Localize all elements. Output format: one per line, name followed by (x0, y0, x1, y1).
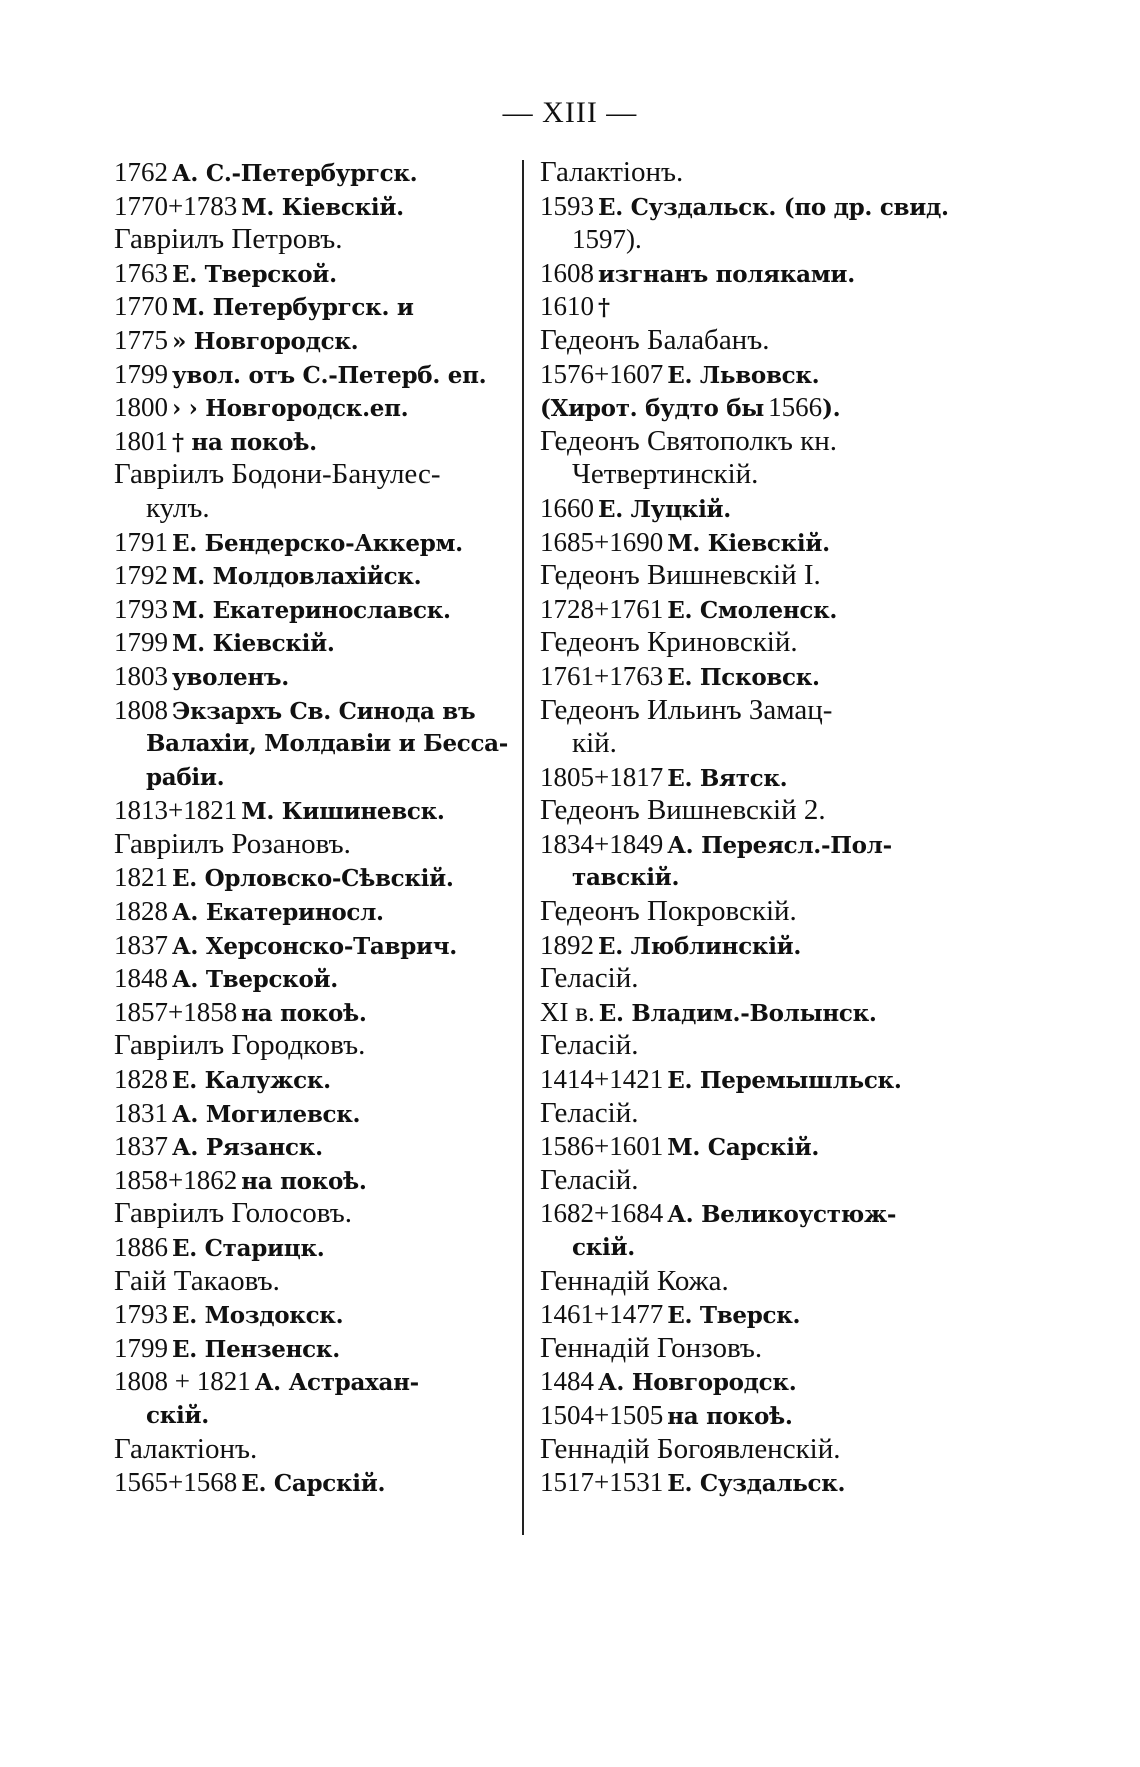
entry-heading: Гедеонъ Святополкъ кн. (540, 424, 838, 457)
entry-detail: А. Херсонско-Таврич. (172, 932, 457, 960)
entry-heading: Гедеонъ Балабанъ. (540, 323, 770, 356)
entry-year: 1504+1505 (540, 1399, 664, 1430)
entry-line (114, 895, 509, 929)
entry-heading: Гедеонъ Вишневскій I. (540, 559, 821, 592)
entry-line (540, 190, 949, 224)
entry-detail: М. Молдовлахійск. (172, 563, 422, 591)
entry-year: XI в. (540, 996, 595, 1027)
entry-detail: Е. Псковск. (667, 663, 820, 691)
entry-line (540, 593, 940, 627)
entry-year: 1586+1601 (540, 1131, 664, 1162)
entry-detail-continuation: Валахіи, Молдавіи и Бесса- (146, 730, 509, 758)
entry-year: 1821 (114, 862, 168, 893)
entry-line (114, 358, 509, 392)
entry-detail: Е. Старицк. (172, 1235, 325, 1262)
entry-line (114, 526, 509, 560)
entry-year: 1793 (114, 593, 168, 624)
entry-line (540, 526, 940, 560)
entry-detail-continuation: рабіи. (146, 763, 225, 791)
entry-line (540, 1298, 940, 1332)
entry-line (114, 660, 509, 694)
entry-heading: Гедеонъ Криновскій. (540, 626, 798, 659)
entry-detail: А. С.-Петербургск. (172, 160, 418, 187)
entry-detail: А. Великоустюж- (667, 1201, 897, 1229)
entry-year: 1837 (114, 929, 168, 960)
entry-line (540, 290, 940, 324)
entry-line (114, 794, 509, 828)
entry-detail: Экзархъ Св. Синода въ (172, 697, 476, 725)
entry-heading: Гедеонъ Ильинъ Замац- (540, 693, 833, 726)
entry-detail: М. Кіевскій. (241, 193, 404, 221)
entry-year: 1857+1858 (114, 996, 238, 1027)
entry-line (540, 492, 940, 526)
entry-heading: Геласій. (540, 1163, 639, 1196)
entry-heading: Гавріилъ Петровъ. (114, 223, 343, 256)
entry-year: 1799 (114, 1332, 168, 1363)
entry-detail: М. Екатеринославск. (172, 596, 451, 624)
entry-heading-continuation: Четвертинскій. (572, 458, 759, 491)
entry-line (114, 391, 509, 425)
entry-detail-continuation: скій. (572, 1234, 635, 1261)
entry-heading: Геннадій Кожа. (540, 1264, 729, 1297)
entry-detail: изгнанъ поляками. (598, 260, 855, 288)
entry-heading: Геласій. (540, 1096, 639, 1129)
entry-heading: Геласій. (540, 1029, 639, 1062)
right-column (540, 156, 949, 1500)
entry-line (540, 660, 940, 694)
entry-line (114, 1332, 509, 1366)
entry-line (114, 1231, 509, 1265)
entry-line (114, 559, 509, 593)
entry-detail: Е. Вятск. (667, 764, 788, 792)
entry-detail: Е. Тверской. (172, 260, 337, 288)
entry-detail: Е. Орловско-Сѣвскій. (172, 865, 454, 893)
entry-line (114, 962, 509, 996)
entry-year: 1763 (114, 257, 168, 288)
entry-year: 1461+1477 (540, 1299, 664, 1330)
entry-line (114, 1298, 509, 1332)
entry-year: 1808 + 1821 (114, 1366, 251, 1397)
entry-detail: на покоѣ. (667, 1402, 793, 1430)
entry-detail: А. Переясл.-Пол- (667, 831, 892, 859)
entry-line (114, 694, 509, 728)
entry-line (114, 257, 509, 291)
entry-line (114, 156, 509, 190)
entry-line (540, 929, 940, 963)
entry-year: 1828 (114, 1064, 168, 1095)
entry-detail: » Новгородск. (172, 327, 359, 355)
entry-line (114, 1063, 509, 1097)
entry-heading-continuation: кій. (572, 727, 617, 760)
entry-detail: Е. Пензенск. (172, 1335, 340, 1363)
entry-detail: Е. Бендерско-Аккерм. (172, 529, 463, 557)
entry-year: 1834+1849 (540, 828, 664, 859)
entry-year: 1805+1817 (540, 761, 664, 792)
entry-year: 1799 (114, 358, 168, 389)
entry-heading-continuation: кулъ. (146, 491, 210, 524)
entry-detail: М. Петербургск. и (172, 294, 414, 322)
entry-note (540, 391, 940, 425)
entry-line (540, 1466, 940, 1500)
entry-year: 1801 (114, 425, 168, 456)
entry-detail-continuation: 1597). (572, 224, 642, 255)
entry-heading: Гавріилъ Бодони-Банулес- (114, 458, 441, 491)
entry-heading: Галактіонъ. (114, 1432, 258, 1465)
entry-year: 1848 (114, 963, 168, 994)
entry-detail-continuation: скій. (146, 1401, 209, 1429)
entry-detail: М. Сарскій. (667, 1134, 820, 1162)
entry-line (114, 290, 509, 324)
entry-detail: М. Кіевскій. (667, 529, 830, 557)
entry-year: 1831 (114, 1097, 168, 1128)
entry-line (114, 861, 509, 895)
entry-detail: М. Кишиневск. (241, 798, 445, 826)
entry-line (114, 626, 509, 660)
entry-detail: А. Могилевск. (172, 1100, 361, 1128)
entry-line (114, 190, 509, 224)
entry-detail: уволенъ. (172, 663, 289, 691)
entry-year: 1682+1684 (540, 1198, 664, 1229)
entry-detail: Е. Смоленск. (667, 596, 838, 624)
entry-heading: Геннадій Богоявленскій. (540, 1432, 841, 1465)
entry-line (114, 593, 509, 627)
entry-year: 1799 (114, 627, 168, 658)
entry-year: 1800 (114, 392, 168, 423)
entry-line (114, 929, 509, 963)
entry-detail: А. Астрахан- (254, 1369, 419, 1397)
entry-year: 1685+1690 (540, 526, 664, 557)
entry-year: 1517+1531 (540, 1467, 664, 1498)
entry-detail: А. Тверской. (172, 966, 338, 994)
entry-line (114, 425, 509, 459)
entry-year: 1886 (114, 1232, 168, 1262)
entry-year: 1858+1862 (114, 1164, 238, 1195)
note-text: ). (822, 395, 841, 423)
entry-line (540, 1130, 940, 1164)
entry-year: 1610 (540, 291, 594, 322)
column-divider (522, 160, 524, 1535)
entry-year: 1803 (114, 660, 168, 691)
entry-detail: Е. Калужск. (172, 1067, 331, 1095)
entry-line (540, 1063, 940, 1097)
entry-line (114, 1130, 509, 1164)
entry-detail: › › Новгородск.еп. (172, 395, 409, 423)
entry-line (540, 828, 940, 862)
entry-line (114, 324, 509, 358)
entry-line (540, 1365, 940, 1399)
entry-heading: Гавріилъ Городковъ. (114, 1029, 366, 1062)
note-year: 1566 (768, 392, 823, 423)
entry-line (114, 1365, 509, 1399)
entry-year: 1837 (114, 1131, 168, 1162)
entry-year: 1808 (114, 694, 168, 725)
entry-year: 1791 (114, 526, 168, 557)
entry-detail: Е. Тверск. (667, 1302, 801, 1330)
entry-year: 1792 (114, 560, 168, 591)
entry-year: 1593 (540, 190, 594, 221)
entry-detail: Е. Суздальск. (по др. свид. (598, 193, 949, 221)
entry-heading: Гаій Такаовъ. (114, 1264, 280, 1297)
entry-year: 1775 (114, 324, 168, 355)
entry-year: 1576+1607 (540, 358, 664, 389)
entry-detail: Е. Сарскій. (241, 1470, 386, 1498)
entry-year: 1565+1568 (114, 1467, 238, 1498)
entry-line (540, 358, 940, 392)
entry-heading: Гавріилъ Голосовъ. (114, 1197, 353, 1230)
entry-detail: Е. Суздальск. (667, 1470, 846, 1498)
entry-line (540, 761, 940, 795)
note-text: (Хирот. будто бы (540, 395, 765, 423)
entry-heading: Гедеонъ Покровскій. (540, 895, 797, 928)
entry-heading: Геласій. (540, 962, 639, 995)
entry-line (114, 1097, 509, 1131)
entry-detail: увол. отъ С.-Петерб. еп. (172, 361, 487, 389)
entry-year: 1770+1783 (114, 190, 238, 221)
entry-year: 1793 (114, 1299, 168, 1330)
entry-detail: † (598, 294, 610, 322)
entry-detail: Е. Перемышльск. (667, 1067, 902, 1095)
page-number: — XIII — (502, 96, 638, 129)
entry-heading: Геннадій Гонзовъ. (540, 1331, 763, 1364)
entry-line (114, 1466, 509, 1500)
entry-heading: Гедеонъ Вишневскій 2. (540, 794, 826, 827)
entry-year: 1484 (540, 1366, 594, 1397)
entry-line (114, 1164, 509, 1198)
entry-detail-continuation: тавскій. (572, 864, 680, 892)
entry-year: 1828 (114, 896, 168, 927)
entry-line (114, 996, 509, 1030)
entry-detail: М. Кіевскій. (172, 630, 335, 658)
left-column (114, 156, 509, 1500)
entry-detail: Е. Моздокск. (172, 1302, 344, 1330)
entry-line (540, 257, 940, 291)
entry-detail: Е. Львовск. (667, 361, 820, 389)
entry-line (540, 1197, 940, 1231)
entry-heading: Галактіонъ. (540, 156, 684, 188)
entry-detail: Е. Люблинскій. (598, 932, 802, 960)
entry-detail: А. Рязанск. (172, 1134, 323, 1162)
entry-year: 1762 (114, 157, 168, 187)
entry-year: 1813+1821 (114, 795, 238, 826)
entry-detail: Е. Луцкій. (598, 495, 732, 523)
entry-detail: А. Екатериносл. (172, 899, 384, 927)
entry-heading: Гавріилъ Розановъ. (114, 827, 351, 860)
entry-year: 1728+1761 (540, 593, 664, 624)
entry-detail: на покоѣ. (241, 999, 367, 1027)
entry-year: 1892 (540, 929, 594, 960)
entry-detail: А. Новгородск. (598, 1369, 797, 1397)
entry-year: 1414+1421 (540, 1064, 664, 1095)
entry-year: 1770 (114, 291, 168, 322)
entry-detail: † на покоѣ. (172, 428, 317, 456)
entry-line (540, 996, 940, 1030)
entry-year: 1660 (540, 492, 594, 523)
entry-year: 1761+1763 (540, 660, 664, 691)
entry-line (540, 1399, 940, 1433)
entry-year: 1608 (540, 257, 594, 288)
entry-detail: на покоѣ. (241, 1167, 367, 1195)
entry-detail: Е. Владим.-Волынск. (598, 999, 877, 1027)
